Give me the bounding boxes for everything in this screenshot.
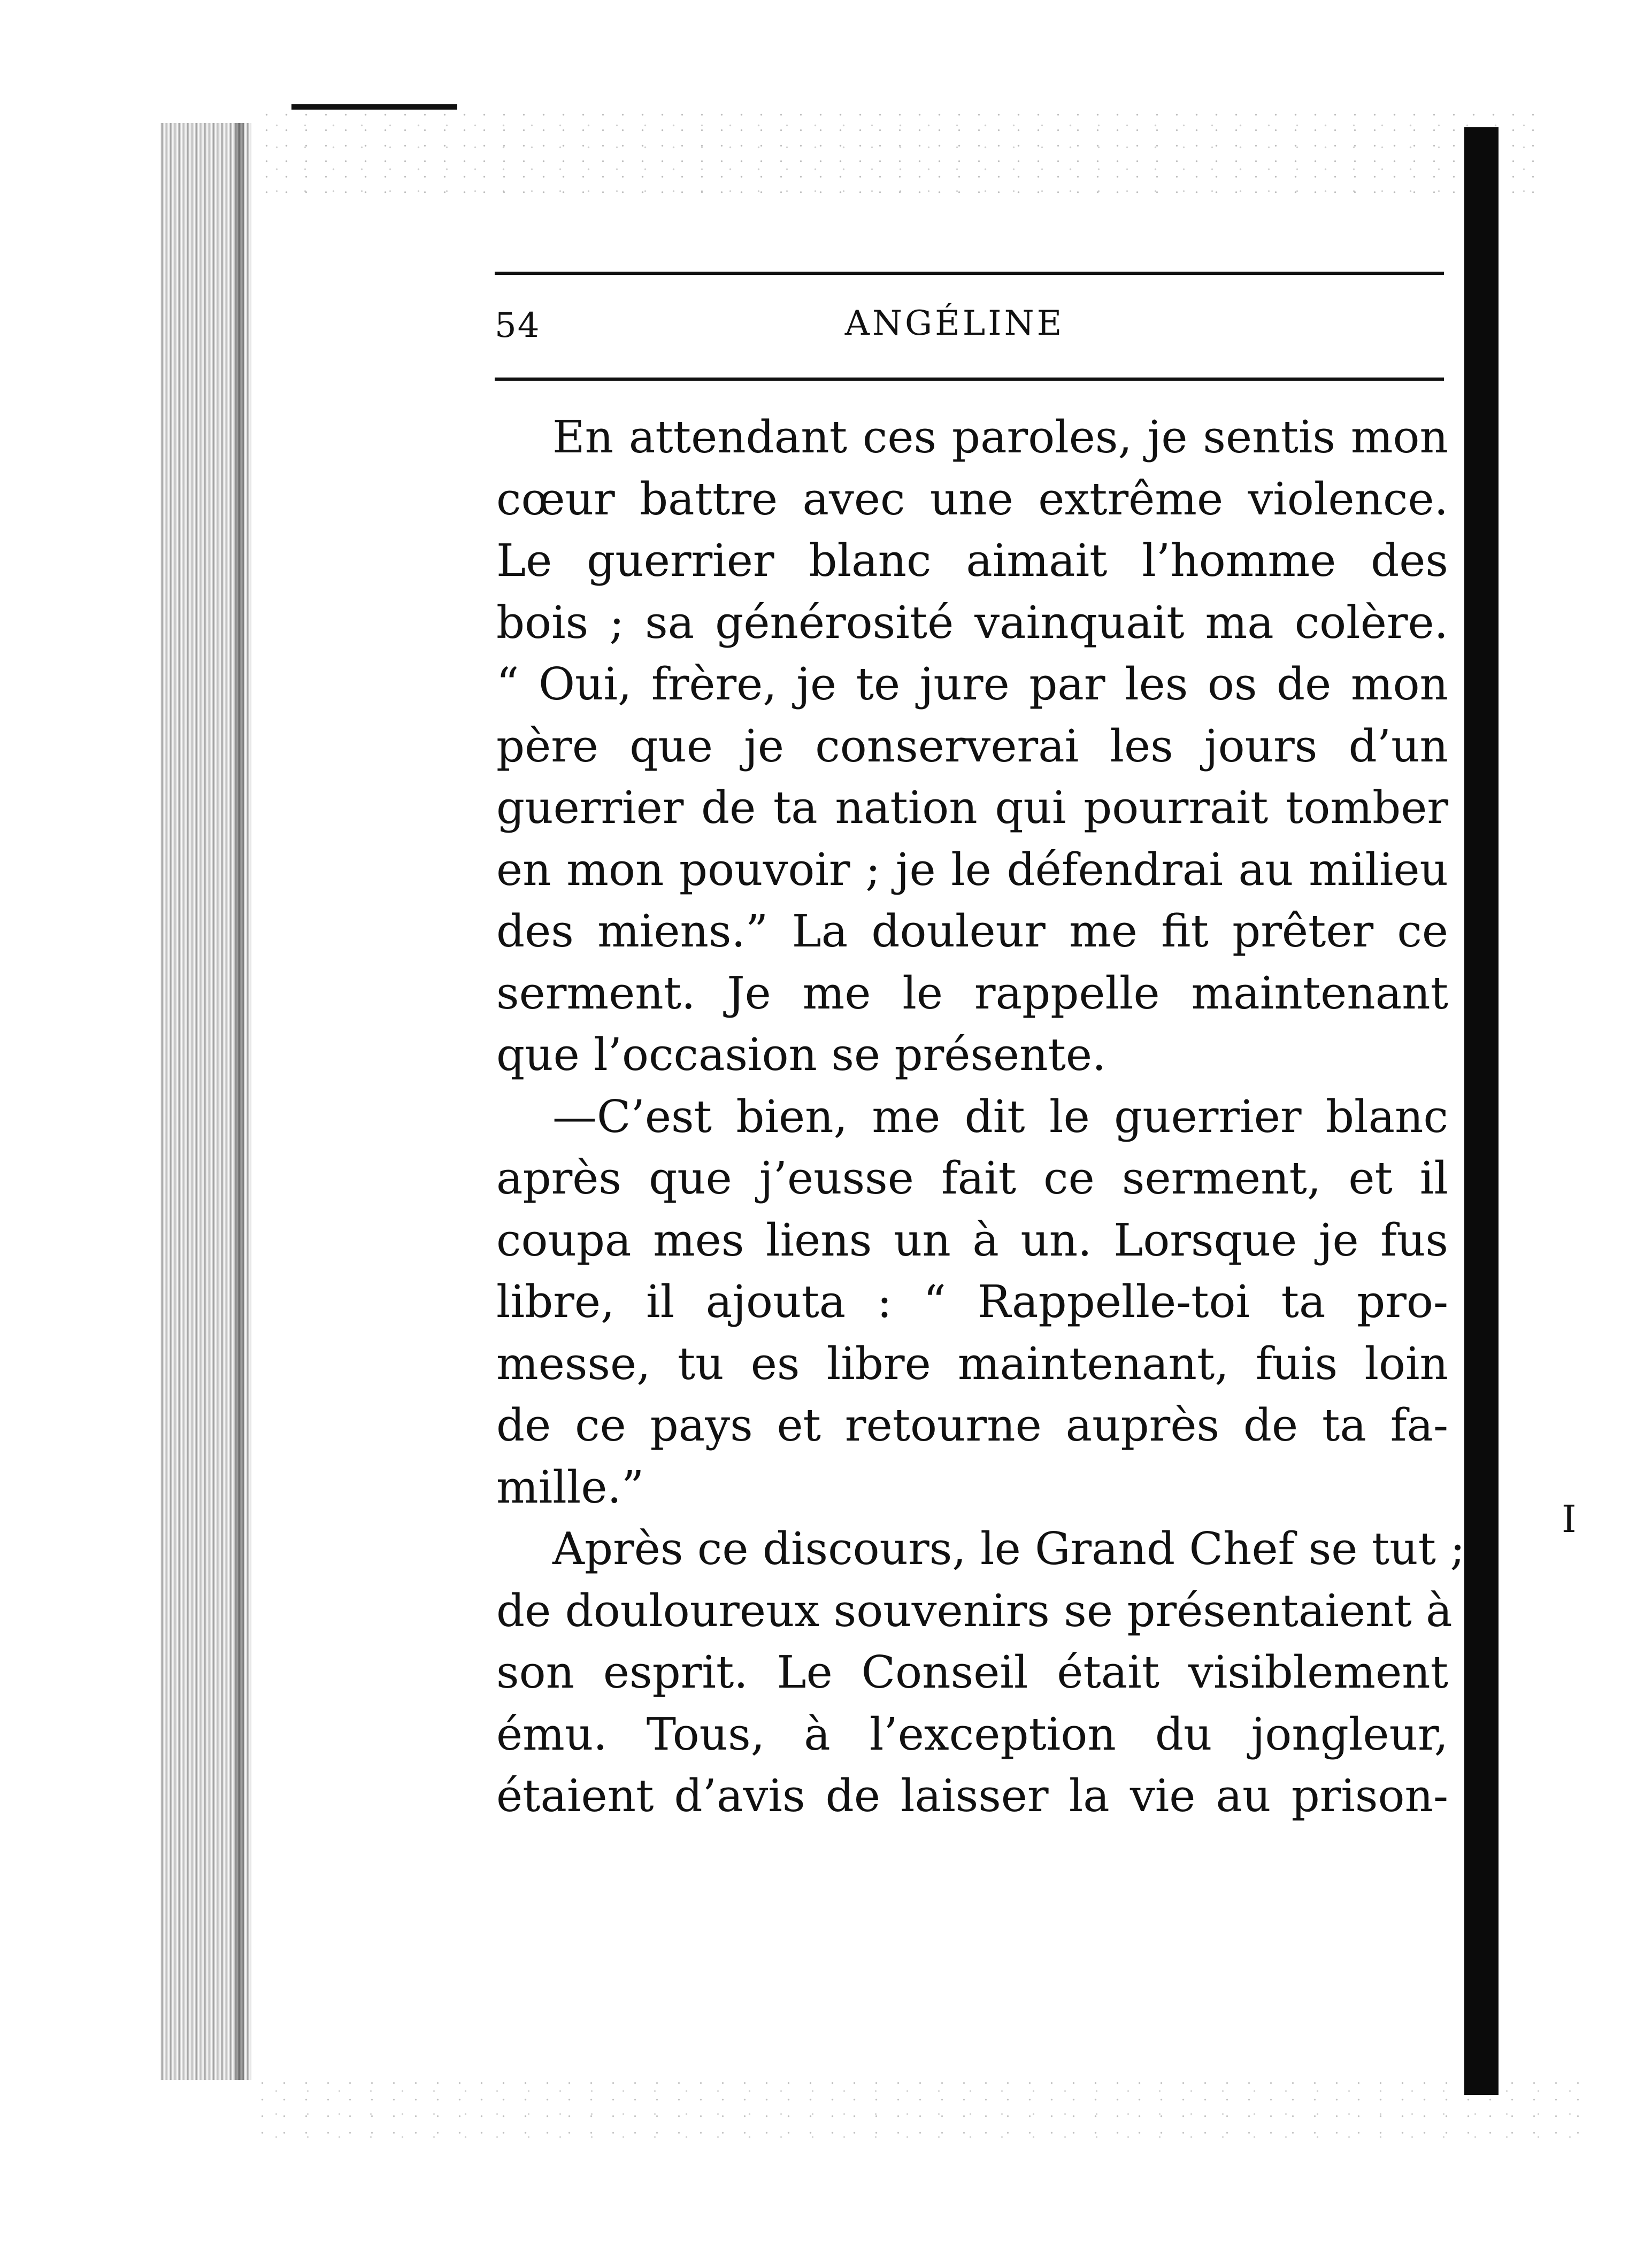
header-bottom-rule — [495, 378, 1444, 381]
right-page-edge-bar — [1464, 127, 1499, 2095]
text-line: cœur battre avec une extrême violence. — [496, 473, 1448, 525]
book-gutter-shadow — [235, 123, 244, 2080]
text-line: étaient d’avis de laisser la vie au prison- — [496, 1770, 1448, 1822]
paragraph — [496, 1086, 1448, 1519]
text-line: après que j’eusse fait ce serment, et il — [496, 1152, 1448, 1204]
paragraph — [496, 1518, 1465, 1827]
header-top-rule — [495, 272, 1444, 275]
running-title: ANGÉLINE — [844, 304, 1065, 343]
text-line: guerrier de ta nation qui pourrait tomber — [496, 782, 1448, 834]
paragraph — [496, 406, 1448, 1086]
text-line: serment. Je me le rappelle maintenant — [496, 967, 1448, 1019]
text-line: En attendant ces paroles, je sentis mon — [552, 411, 1448, 463]
text-line: coupa mes liens un à un. Lorsque je fus — [496, 1214, 1448, 1266]
text-line: —C’est bien, me dit le guerrier blanc — [552, 1090, 1448, 1143]
text-line: bois ; sa générosité vainquait ma colère. — [496, 596, 1448, 649]
text-line: en mon pouvoir ; je le défendrai au milieu — [496, 843, 1448, 896]
page-body-text — [496, 406, 1465, 1827]
text-line: Le guerrier blanc aimait l’homme des — [496, 535, 1448, 587]
text-line: mille.” — [496, 1461, 644, 1513]
scan-noise-top — [257, 107, 1540, 203]
text-line: de ce pays et retourne auprès de ta fa- — [496, 1399, 1448, 1451]
margin-letter-mark: I — [1562, 1497, 1577, 1541]
text-line: ému. Tous, à l’exception du jongleur, — [496, 1708, 1448, 1760]
text-line: son esprit. Le Conseil était visiblement — [496, 1646, 1448, 1698]
text-line: des miens.” La douleur me fit prêter ce — [496, 905, 1448, 957]
text-line: Après ce discours, le Grand Chef se tut ; — [552, 1523, 1465, 1575]
text-line: de douloureux souvenirs se présentaient à — [496, 1584, 1453, 1637]
text-line: que l’occasion se présente. — [496, 1029, 1107, 1081]
text-line: père que je conserverai les jours d’un — [496, 720, 1448, 772]
text-line: messe, tu es libre maintenant, fuis loin — [496, 1337, 1448, 1390]
scan-noise-bottom — [251, 2075, 1588, 2139]
text-line: libre, il ajouta : “ Rappelle-toi ta pro- — [496, 1276, 1448, 1328]
text-line: “ Oui, frère, je te jure par les os de mon — [496, 658, 1448, 710]
page-number: 54 — [495, 306, 541, 345]
